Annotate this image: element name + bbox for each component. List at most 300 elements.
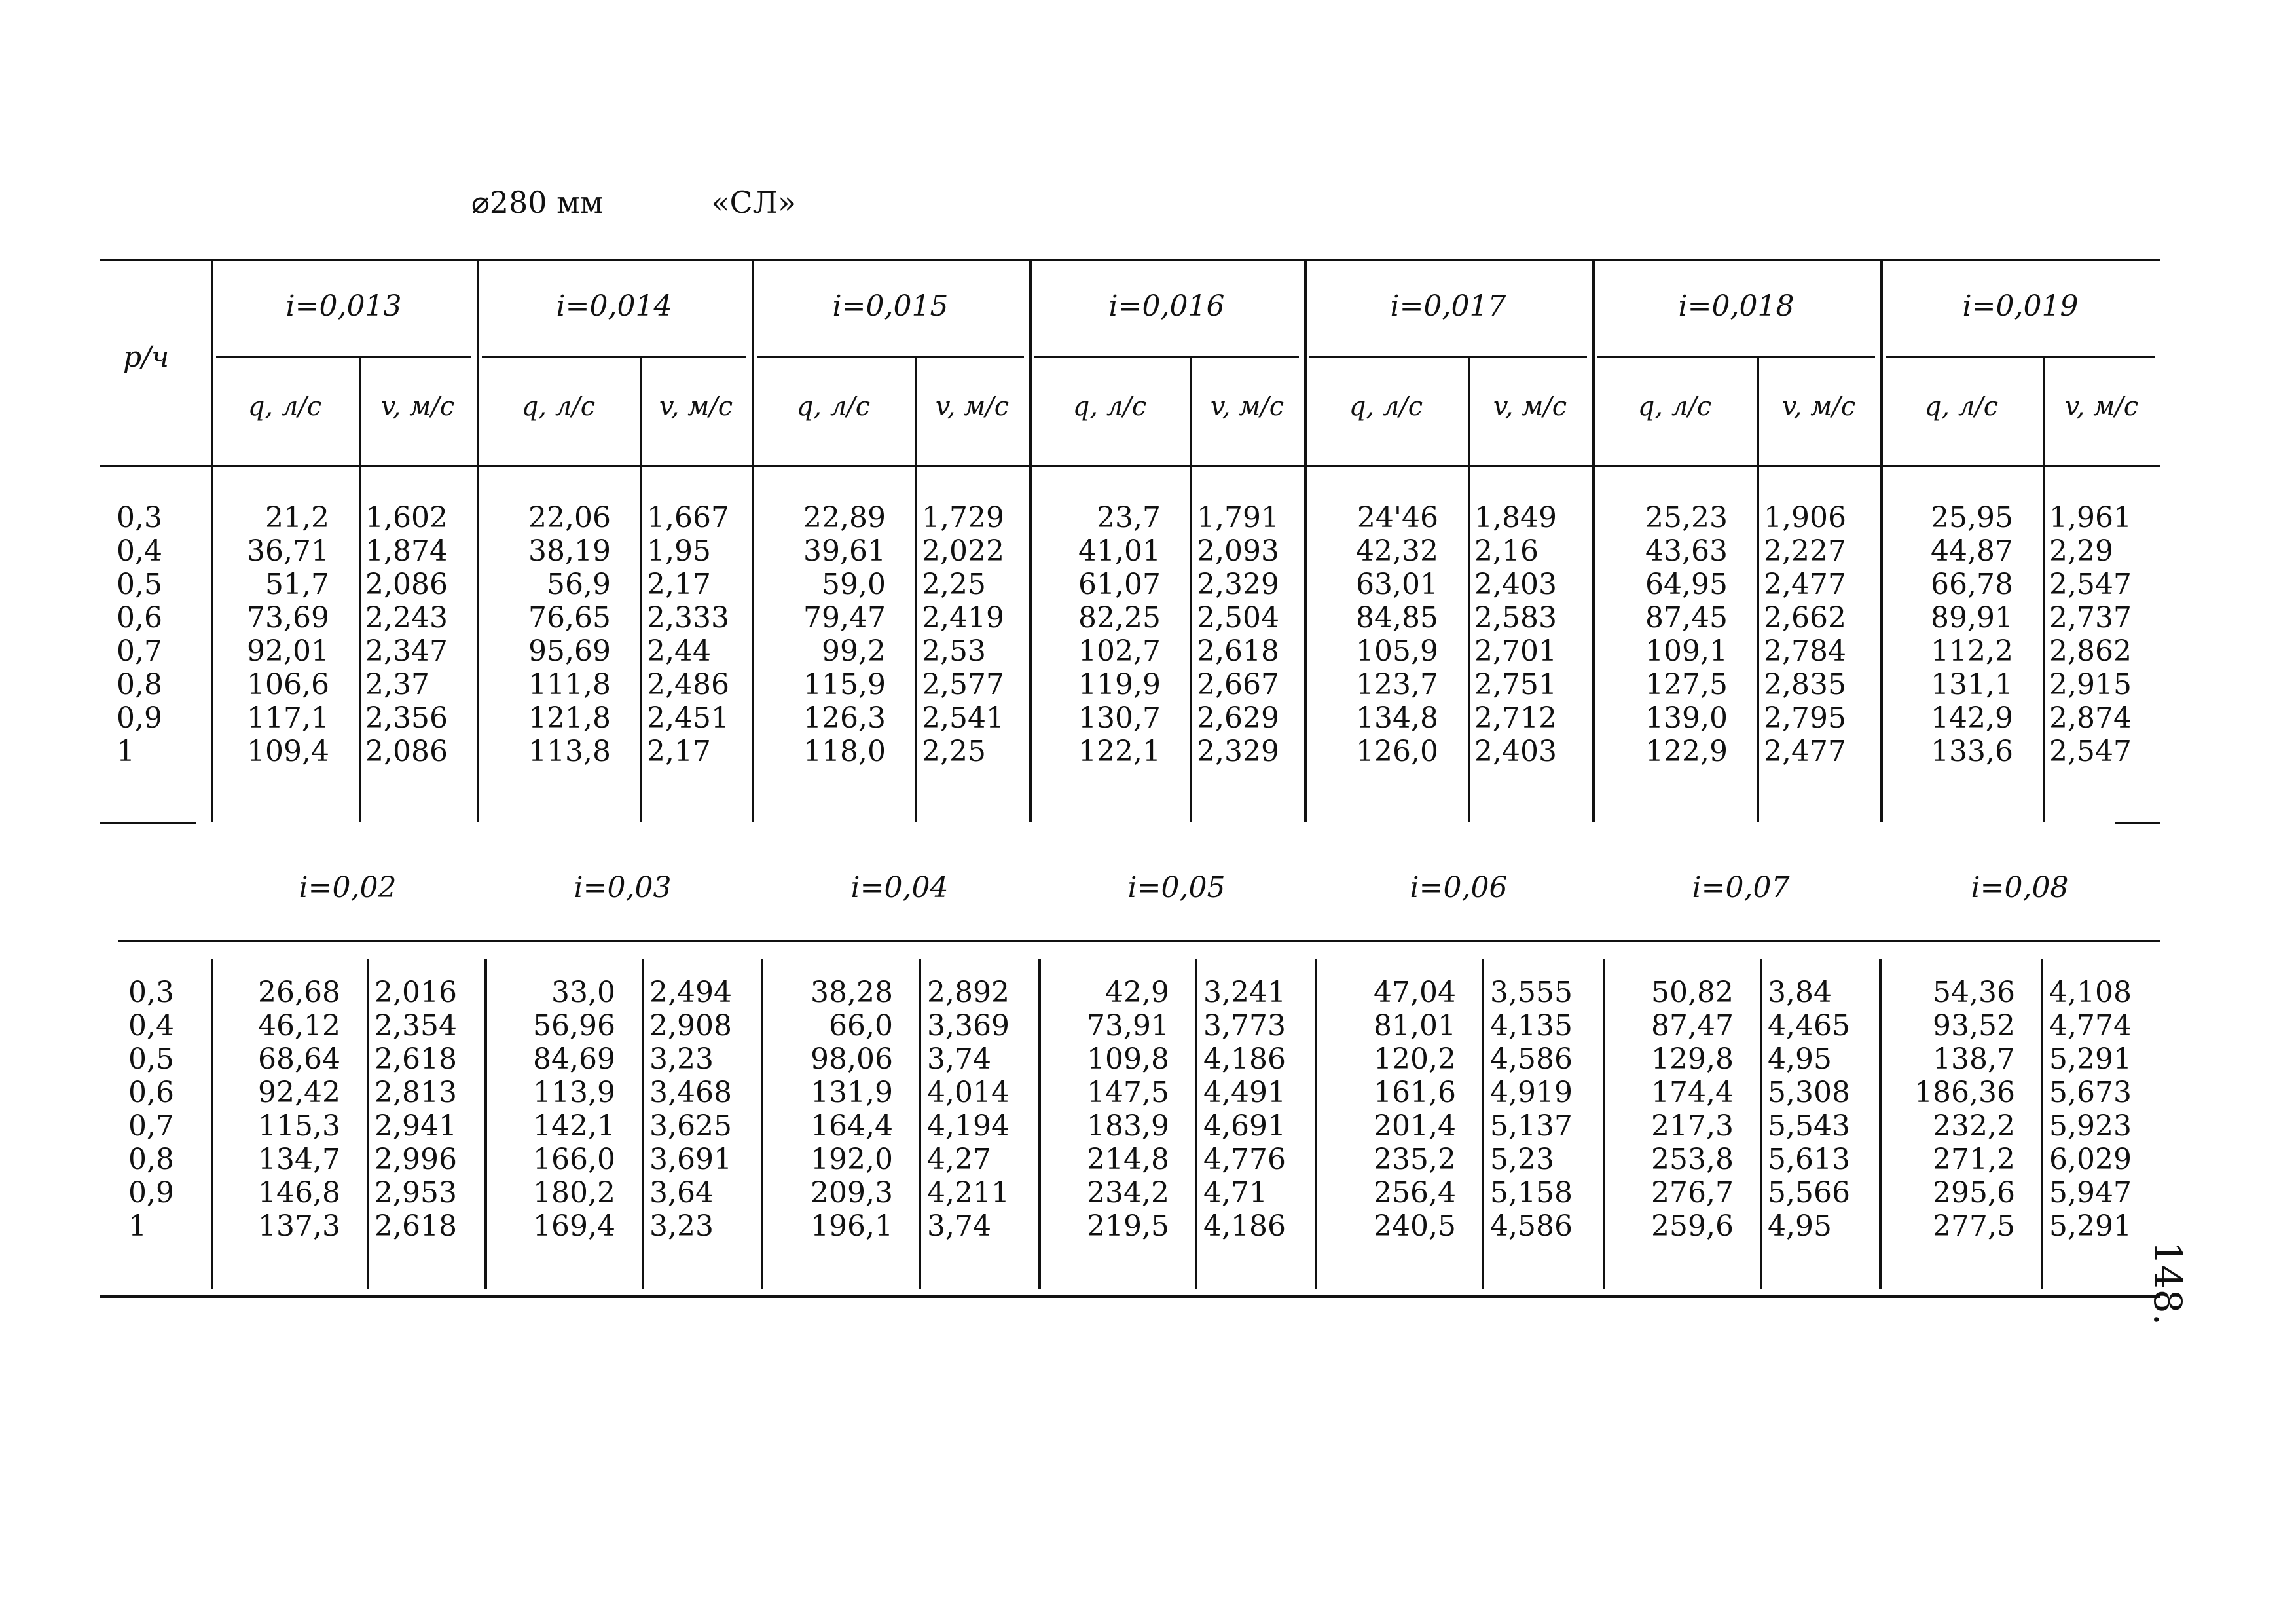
table2-q-cell: 161,6 (1374, 1076, 1456, 1109)
table1-v-header: v, м/с (2064, 392, 2139, 422)
table2-v-cell: 4,465 (1768, 1009, 1850, 1043)
table1-q-cell: 117,1 (247, 701, 329, 735)
table1-v-cell: 2,17 (647, 568, 711, 601)
table1-v-cell: 2,701 (1474, 635, 1557, 668)
table1-v-header: v, м/с (659, 392, 733, 422)
table2-v-cell: 4,919 (1490, 1076, 1573, 1109)
table1-subhead-divider (640, 356, 642, 465)
table1-q-cell: 51,7 (265, 568, 329, 601)
table2-v-cell: 4,27 (927, 1143, 991, 1176)
table1-group-header: i=0,013 (285, 289, 402, 323)
table2-v-cell: 4,586 (1490, 1043, 1573, 1076)
table2-v-cell: 2,996 (374, 1143, 457, 1176)
table1-v-cell: 2,795 (1764, 701, 1846, 735)
table2-v-cell: 5,947 (2049, 1176, 2132, 1209)
table2-column-divider (367, 959, 369, 1289)
table1-v-cell: 2,022 (922, 534, 1004, 568)
table2-v-cell: 5,923 (2049, 1109, 2132, 1143)
table1-group-rule (1597, 356, 1875, 358)
table2-q-cell: 113,9 (533, 1076, 615, 1109)
table1-row-label: 0,9 (117, 701, 162, 735)
table1-v-header: v, м/с (1210, 392, 1285, 422)
table1-q-cell: 126,0 (1356, 735, 1438, 768)
table1-q-cell: 99,2 (822, 635, 886, 668)
diameter-label: ⌀280 мм (471, 185, 604, 220)
table2-q-cell: 183,9 (1087, 1109, 1169, 1143)
table1-group-rule (216, 356, 471, 358)
table1-q-cell: 82,25 (1078, 601, 1161, 635)
table2-q-cell: 73,91 (1087, 1009, 1169, 1043)
table2-q-cell: 131,9 (811, 1076, 893, 1109)
table1-q-header: q, л/с (1637, 392, 1712, 422)
table1-v-cell: 2,477 (1764, 568, 1846, 601)
table2-v-cell: 3,555 (1490, 976, 1573, 1009)
table2-v-cell: 4,691 (1203, 1109, 1286, 1143)
table1-group-rule (1034, 356, 1299, 358)
table1-row-label: 0,6 (117, 601, 162, 635)
table1-v-cell: 2,486 (647, 668, 729, 701)
table1-q-header: q, л/с (247, 392, 322, 422)
table2-q-cell: 271,2 (1933, 1143, 2015, 1176)
table1-q-header: q, л/с (1924, 392, 1999, 422)
table2-group-divider (1603, 959, 1605, 1289)
table1-subhead-divider (915, 356, 917, 465)
table2-v-cell: 4,135 (1490, 1009, 1573, 1043)
table2-q-cell: 164,4 (811, 1109, 893, 1143)
table2-group-header: i=0,03 (574, 871, 672, 904)
table2-v-cell: 3,241 (1203, 976, 1286, 1009)
table1-group-header: i=0,014 (556, 289, 672, 323)
table1-v-header: v, м/с (380, 392, 455, 422)
table2-v-cell: 3,369 (927, 1009, 1010, 1043)
table1-group-divider (752, 259, 754, 822)
table2-v-cell: 5,291 (2049, 1043, 2132, 1076)
table1-v-cell: 1,667 (647, 501, 729, 534)
table1-top-rule (100, 259, 2160, 261)
table1-v-header: v, м/с (1781, 392, 1856, 422)
table2-q-cell: 33,0 (551, 976, 615, 1009)
table1-v-header: v, м/с (935, 392, 1010, 422)
table2-group-header: i=0,06 (1410, 871, 1508, 904)
table2-v-cell: 4,71 (1203, 1176, 1267, 1209)
table1-q-cell: 92,01 (247, 635, 329, 668)
table1-v-cell: 2,37 (365, 668, 429, 701)
table1-v-cell: 2,16 (1474, 534, 1539, 568)
table2-q-cell: 98,06 (811, 1043, 893, 1076)
table1-q-cell: 76,65 (528, 601, 611, 635)
table2-row-label: 0,7 (128, 1109, 174, 1143)
table2-v-cell: 3,23 (649, 1209, 714, 1243)
table1-q-cell: 23,7 (1097, 501, 1161, 534)
table1-q-cell: 25,95 (1931, 501, 2013, 534)
page-number: 148. (2145, 1241, 2190, 1326)
table2-q-cell: 192,0 (811, 1143, 893, 1176)
table1-v-cell: 2,403 (1474, 735, 1557, 768)
table2-v-cell: 3,625 (649, 1109, 732, 1143)
table1-v-cell: 2,329 (1197, 568, 1279, 601)
table2-q-cell: 93,52 (1933, 1009, 2015, 1043)
table1-row-label: 0,7 (117, 635, 162, 668)
table1-v-cell: 2,577 (922, 668, 1004, 701)
table1-v-cell: 2,874 (2049, 701, 2132, 735)
table1-v-cell: 2,25 (922, 735, 986, 768)
table2-v-cell: 5,291 (2049, 1209, 2132, 1243)
table2-v-cell: 5,158 (1490, 1176, 1573, 1209)
table2-v-cell: 4,014 (927, 1076, 1010, 1109)
table1-group-rule (1886, 356, 2155, 358)
table1-header-rule (100, 465, 2160, 467)
table2-q-cell: 276,7 (1651, 1176, 1734, 1209)
table1-q-cell: 105,9 (1356, 635, 1438, 668)
table1-q-cell: 25,23 (1645, 501, 1728, 534)
table2-q-cell: 84,69 (533, 1043, 615, 1076)
table1-v-cell: 1,95 (647, 534, 711, 568)
table1-group-divider (1880, 259, 1883, 822)
table1-q-cell: 119,9 (1078, 668, 1161, 701)
table1-q-cell: 131,1 (1931, 668, 2013, 701)
table1-v-cell: 2,547 (2049, 735, 2132, 768)
table1-q-cell: 121,8 (528, 701, 611, 735)
table2-group-divider (484, 959, 487, 1289)
table2-v-cell: 4,186 (1203, 1209, 1286, 1243)
table2-q-cell: 217,3 (1651, 1109, 1734, 1143)
table1-v-cell: 2,086 (365, 735, 448, 768)
table1-row-label: 0,3 (117, 501, 162, 534)
table1-v-cell: 2,243 (365, 601, 448, 635)
table1-v-cell: 2,333 (647, 601, 729, 635)
table1-q-cell: 36,71 (247, 534, 329, 568)
table1-v-cell: 2,547 (2049, 568, 2132, 601)
table2-q-cell: 256,4 (1374, 1176, 1456, 1209)
table2-q-cell: 174,4 (1651, 1076, 1734, 1109)
table1-v-cell: 2,227 (1764, 534, 1846, 568)
table1-group-rule (1309, 356, 1587, 358)
table2-q-cell: 196,1 (811, 1209, 893, 1243)
table1-row-header: p/ч (123, 341, 170, 374)
table1-v-cell: 2,53 (922, 635, 986, 668)
table2-row-label: 0,9 (128, 1176, 174, 1209)
table1-group-divider (477, 259, 479, 822)
table2-q-cell: 253,8 (1651, 1143, 1734, 1176)
table1-q-header: q, л/с (796, 392, 871, 422)
table2-v-cell: 4,186 (1203, 1043, 1286, 1076)
table1-v-cell: 2,618 (1197, 635, 1279, 668)
table2-v-cell: 3,74 (927, 1209, 991, 1243)
table1-v-cell: 2,541 (922, 701, 1004, 735)
table1-group-divider (211, 259, 213, 822)
table2-v-cell: 4,194 (927, 1109, 1010, 1143)
table2-v-cell: 4,211 (927, 1176, 1010, 1209)
table1-column-divider (915, 465, 917, 822)
table1-q-cell: 39,61 (803, 534, 886, 568)
table2-q-cell: 219,5 (1087, 1209, 1169, 1243)
table2-group-divider (1315, 959, 1317, 1289)
table2-row-label: 0,3 (128, 976, 174, 1009)
table2-v-cell: 3,773 (1203, 1009, 1286, 1043)
table1-v-cell: 2,662 (1764, 601, 1846, 635)
table1-q-cell: 111,8 (528, 668, 611, 701)
table1-q-cell: 106,6 (247, 668, 329, 701)
table1-q-cell: 43,63 (1645, 534, 1728, 568)
table2-q-cell: 66,0 (829, 1009, 893, 1043)
table2-q-cell: 295,6 (1933, 1176, 2015, 1209)
table1-column-divider (359, 465, 361, 822)
table1-group-header: i=0,015 (832, 289, 949, 323)
table1-group-header: i=0,018 (1678, 289, 1795, 323)
table2-q-cell: 46,12 (258, 1009, 340, 1043)
table1-row-label: 0,5 (117, 568, 162, 601)
table2-v-cell: 3,64 (649, 1176, 714, 1209)
table1-q-cell: 42,32 (1356, 534, 1438, 568)
table1-q-cell: 130,7 (1078, 701, 1161, 735)
table1-group-rule (482, 356, 746, 358)
table2-v-cell: 3,23 (649, 1043, 714, 1076)
table2-group-header: i=0,04 (850, 871, 949, 904)
table1-q-cell: 133,6 (1931, 735, 2013, 768)
table2-q-cell: 138,7 (1933, 1043, 2015, 1076)
table1-q-header: q, л/с (1349, 392, 1423, 422)
table1-q-cell: 89,91 (1931, 601, 2013, 635)
table1-q-cell: 44,87 (1931, 534, 2013, 568)
table1-v-cell: 2,17 (647, 735, 711, 768)
table2-v-cell: 6,029 (2049, 1143, 2132, 1176)
table1-q-cell: 87,45 (1645, 601, 1728, 635)
table2-q-cell: 68,64 (258, 1043, 340, 1076)
table2-v-cell: 2,892 (927, 976, 1010, 1009)
table1-q-cell: 79,47 (803, 601, 886, 635)
table1-q-cell: 95,69 (528, 635, 611, 668)
table1-column-divider (640, 465, 642, 822)
table2-v-cell: 2,016 (374, 976, 457, 1009)
table1-column-divider (2043, 465, 2045, 822)
table1-v-cell: 2,751 (1474, 668, 1557, 701)
table2-row-label: 0,4 (128, 1009, 174, 1043)
table2-q-cell: 234,2 (1087, 1176, 1169, 1209)
table2-top-rule (118, 940, 2160, 942)
table2-group-header: i=0,02 (299, 871, 397, 904)
table1-row-label: 1 (117, 735, 135, 768)
table2-bottom-rule (100, 1295, 2160, 1298)
table1-v-cell: 2,093 (1197, 534, 1279, 568)
table2-v-cell: 3,468 (649, 1076, 732, 1109)
table1-v-cell: 2,477 (1764, 735, 1846, 768)
table2-q-cell: 56,96 (533, 1009, 615, 1043)
table2-q-cell: 92,42 (258, 1076, 340, 1109)
table1-q-cell: 38,19 (528, 534, 611, 568)
table2-v-cell: 4,776 (1203, 1143, 1286, 1176)
table2-q-cell: 115,3 (258, 1109, 340, 1143)
table1-v-cell: 1,602 (365, 501, 448, 534)
table1-v-cell: 2,44 (647, 635, 711, 668)
table1-v-cell: 2,504 (1197, 601, 1279, 635)
table1-q-cell: 109,4 (247, 735, 329, 768)
table1-q-cell: 112,2 (1931, 635, 2013, 668)
table2-column-divider (2041, 959, 2043, 1289)
table2-q-cell: 147,5 (1087, 1076, 1169, 1109)
table1-v-header: v, м/с (1493, 392, 1567, 422)
table2-column-divider (1482, 959, 1484, 1289)
table2-q-cell: 240,5 (1374, 1209, 1456, 1243)
table1-q-cell: 102,7 (1078, 635, 1161, 668)
table2-q-cell: 38,28 (811, 976, 893, 1009)
table1-v-cell: 2,086 (365, 568, 448, 601)
table2-column-divider (642, 959, 644, 1289)
table1-v-cell: 2,915 (2049, 668, 2132, 701)
table1-q-cell: 73,69 (247, 601, 329, 635)
table2-v-cell: 2,494 (649, 976, 732, 1009)
table1-v-cell: 1,729 (922, 501, 1004, 534)
table1-q-cell: 113,8 (528, 735, 611, 768)
table2-v-cell: 4,95 (1768, 1043, 1832, 1076)
table2-v-cell: 2,908 (649, 1009, 732, 1043)
table1-subhead-divider (1190, 356, 1192, 465)
table1-v-cell: 2,419 (922, 601, 1004, 635)
table1-q-header: q, л/с (521, 392, 596, 422)
table2-v-cell: 3,74 (927, 1043, 991, 1076)
table2-q-cell: 169,4 (533, 1209, 615, 1243)
table2-row-label: 0,5 (128, 1043, 174, 1076)
table2-row-label: 0,6 (128, 1076, 174, 1109)
table1-v-cell: 2,403 (1474, 568, 1557, 601)
table2-v-cell: 2,941 (374, 1109, 457, 1143)
table1-q-cell: 134,8 (1356, 701, 1438, 735)
table2-v-cell: 5,543 (1768, 1109, 1850, 1143)
table1-v-cell: 1,961 (2049, 501, 2132, 534)
table2-q-cell: 166,0 (533, 1143, 615, 1176)
table1-subhead-divider (1468, 356, 1470, 465)
table2-q-cell: 54,36 (1933, 976, 2015, 1009)
table2-group-header: i=0,05 (1127, 871, 1226, 904)
table2-q-cell: 277,5 (1933, 1209, 2015, 1243)
table1-group-rule (757, 356, 1024, 358)
table1-bottom-rule-right (2115, 822, 2160, 824)
table1-v-cell: 2,329 (1197, 735, 1279, 768)
table1-v-cell: 2,784 (1764, 635, 1846, 668)
table1-q-cell: 126,3 (803, 701, 886, 735)
table2-v-cell: 3,84 (1768, 976, 1832, 1009)
table1-column-divider (1190, 465, 1192, 822)
table2-v-cell: 4,108 (2049, 976, 2132, 1009)
table2-q-cell: 50,82 (1651, 976, 1734, 1009)
table2-q-cell: 209,3 (811, 1176, 893, 1209)
table2-q-cell: 109,8 (1087, 1043, 1169, 1076)
table1-q-cell: 22,89 (803, 501, 886, 534)
table1-v-cell: 2,737 (2049, 601, 2132, 635)
table2-q-cell: 180,2 (533, 1176, 615, 1209)
table2-q-cell: 201,4 (1374, 1109, 1456, 1143)
table2-group-divider (761, 959, 763, 1289)
table1-q-cell: 21,2 (265, 501, 329, 534)
table1-subhead-divider (1757, 356, 1759, 465)
table2-v-cell: 2,618 (374, 1043, 457, 1076)
table2-q-cell: 120,2 (1374, 1043, 1456, 1076)
table2-group-divider (1038, 959, 1041, 1289)
table2-v-cell: 5,673 (2049, 1076, 2132, 1109)
table2-group-divider (1879, 959, 1882, 1289)
table2-q-cell: 259,6 (1651, 1209, 1734, 1243)
table2-v-cell: 4,774 (2049, 1009, 2132, 1043)
table1-q-cell: 61,07 (1078, 568, 1161, 601)
table2-q-cell: 235,2 (1374, 1143, 1456, 1176)
table1-v-cell: 2,356 (365, 701, 448, 735)
table1-q-cell: 24'46 (1357, 501, 1438, 534)
table2-q-cell: 81,01 (1374, 1009, 1456, 1043)
table2-column-divider (1195, 959, 1197, 1289)
table1-v-cell: 2,25 (922, 568, 986, 601)
table1-q-cell: 41,01 (1078, 534, 1161, 568)
table2-q-cell: 134,7 (258, 1143, 340, 1176)
table2-v-cell: 3,691 (649, 1143, 732, 1176)
table2-v-cell: 2,354 (374, 1009, 457, 1043)
table2-q-cell: 42,9 (1105, 976, 1169, 1009)
table1-subhead-divider (2043, 356, 2045, 465)
table1-q-cell: 66,78 (1931, 568, 2013, 601)
table2-q-cell: 232,2 (1933, 1109, 2015, 1143)
table1-subhead-divider (359, 356, 361, 465)
table1-group-divider (1304, 259, 1307, 822)
table2-row-label: 1 (128, 1209, 147, 1243)
table2-q-cell: 47,04 (1374, 976, 1456, 1009)
table1-v-cell: 2,835 (1764, 668, 1846, 701)
table1-v-cell: 2,29 (2049, 534, 2113, 568)
page-title (471, 185, 796, 220)
table2-v-cell: 5,23 (1490, 1143, 1554, 1176)
table1-q-cell: 63,01 (1356, 568, 1438, 601)
table1-q-header: q, л/с (1072, 392, 1147, 422)
table1-bottom-rule-left (100, 822, 196, 824)
table2-group-divider (211, 959, 213, 1289)
table1-q-cell: 59,0 (822, 568, 886, 601)
table2-group-header: i=0,07 (1692, 871, 1790, 904)
table2-v-cell: 5,308 (1768, 1076, 1850, 1109)
table1-v-cell: 2,667 (1197, 668, 1279, 701)
table1-v-cell: 1,874 (365, 534, 448, 568)
table1-v-cell: 2,583 (1474, 601, 1557, 635)
table1-q-cell: 84,85 (1356, 601, 1438, 635)
table2-q-cell: 129,8 (1651, 1043, 1734, 1076)
table1-v-cell: 2,862 (2049, 635, 2132, 668)
table2-v-cell: 4,491 (1203, 1076, 1286, 1109)
table1-q-cell: 22,06 (528, 501, 611, 534)
table2-q-cell: 214,8 (1087, 1143, 1169, 1176)
table2-q-cell: 142,1 (533, 1109, 615, 1143)
table2-column-divider (919, 959, 921, 1289)
table2-q-cell: 137,3 (258, 1209, 340, 1243)
table1-v-cell: 2,629 (1197, 701, 1279, 735)
table2-q-cell: 87,47 (1651, 1009, 1734, 1043)
table1-v-cell: 1,906 (1764, 501, 1846, 534)
table1-q-cell: 109,1 (1645, 635, 1728, 668)
table1-q-cell: 56,9 (547, 568, 611, 601)
table2-group-header: i=0,08 (1971, 871, 2069, 904)
table1-group-divider (1029, 259, 1032, 822)
table1-v-cell: 1,849 (1474, 501, 1557, 534)
table1-row-label: 0,4 (117, 534, 162, 568)
table1-group-divider (1592, 259, 1595, 822)
table2-v-cell: 4,95 (1768, 1209, 1832, 1243)
table1-q-cell: 127,5 (1645, 668, 1728, 701)
table2-q-cell: 186,36 (1914, 1076, 2015, 1109)
table1-v-cell: 1,791 (1197, 501, 1279, 534)
table2-v-cell: 4,586 (1490, 1209, 1573, 1243)
table1-q-cell: 123,7 (1356, 668, 1438, 701)
table2-q-cell: 146,8 (258, 1176, 340, 1209)
table1-q-cell: 122,1 (1078, 735, 1161, 768)
table2-v-cell: 2,953 (374, 1176, 457, 1209)
table1-q-cell: 115,9 (803, 668, 886, 701)
table1-q-cell: 139,0 (1645, 701, 1728, 735)
table1-group-header: i=0,019 (1962, 289, 2079, 323)
